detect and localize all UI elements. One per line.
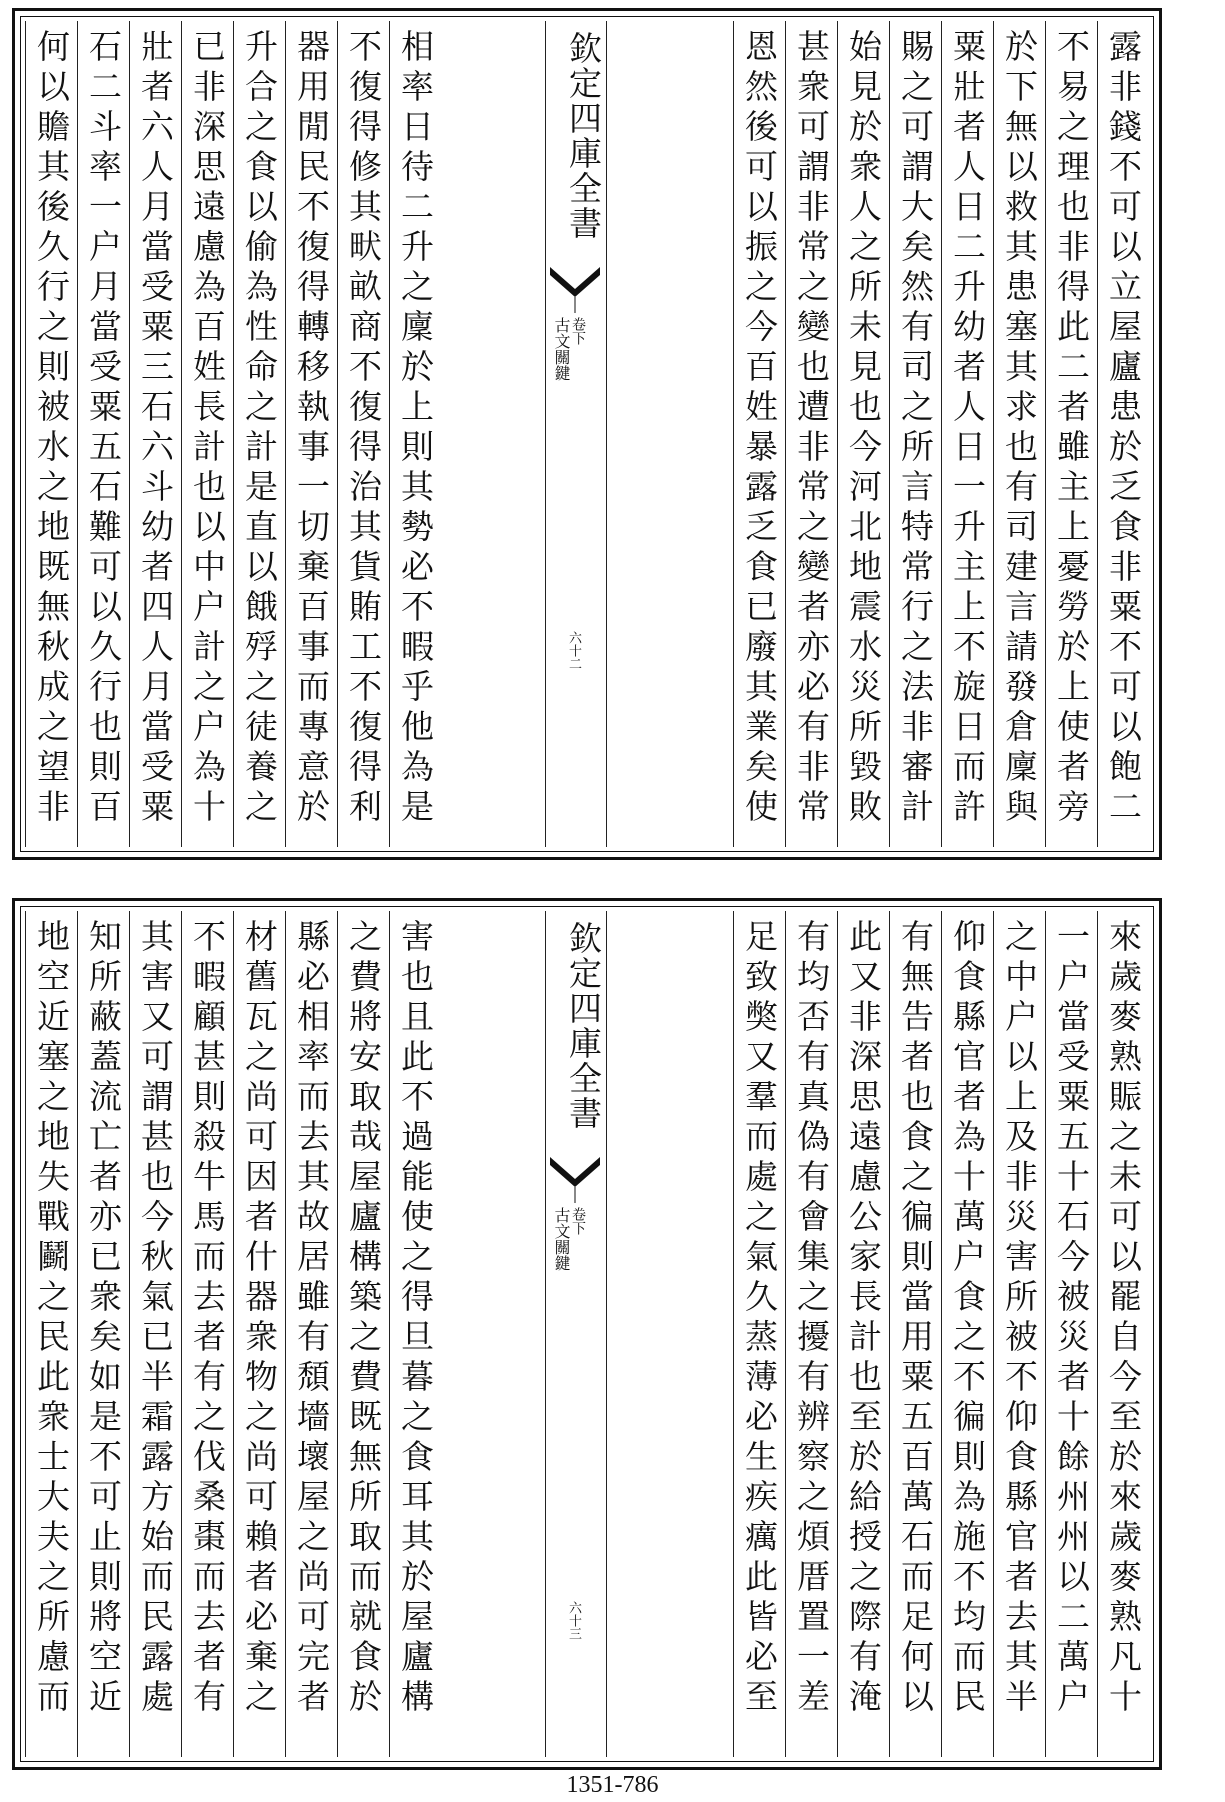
text-column: 地空近塞之地失戰鬬之民此衆士大夫之所慮而	[25, 911, 77, 1757]
lower-right-columns	[733, 911, 1149, 1757]
text-column: 恩然後可以振之今百姓暴露乏食已廢其業矣使	[733, 21, 785, 847]
text-column: 賜之可謂大矣然有司之所言特常行之法非審計	[889, 21, 941, 847]
text-column: 仰食縣官者為十萬户食之不徧則為施不均而民	[941, 911, 993, 1757]
text-column: 一户當受粟五十石今被災者十餘州州以二萬户	[1045, 911, 1097, 1757]
text-column: 石二斗率一户月當受粟五石難可以久行也則百	[77, 21, 129, 847]
text-column: 此又非深思遠慮公家長計也至於給授之際有淹	[837, 911, 889, 1757]
page-reference: 1351-786	[566, 1772, 659, 1798]
text-column: 縣必相率而去其故居雖有頹墻壞屋之尚可完者	[285, 911, 337, 1757]
center-gutter	[545, 21, 607, 847]
text-column: 相率日待二升之廩於上則其勢必不暇乎他為是	[389, 21, 441, 847]
text-column: 不暇顧甚則殺牛馬而去者有之伐桑棗而去者有	[181, 911, 233, 1757]
text-column: 有無告者也食之徧則當用粟五百萬石而足何以	[889, 911, 941, 1757]
gutter-title: 欽定四庫全書	[564, 921, 603, 1131]
center-gutter	[545, 911, 607, 1757]
gutter-page-number: 六十三	[566, 1601, 581, 1640]
text-column: 有均否有真偽有會集之擾有辨察之煩厝置一差	[785, 911, 837, 1757]
gutter-book-name: 古文關鍵	[552, 317, 571, 381]
upper-right-columns	[733, 21, 1149, 847]
text-column: 始見於衆人之所未見也今河北地震水災所毀敗	[837, 21, 889, 847]
upper-page	[12, 8, 1162, 860]
text-column: 於下無以救其患塞其求也有司建言請發倉廩與	[993, 21, 1045, 847]
text-column: 何以贍其後久行之則被水之地既無秋成之望非	[25, 21, 77, 847]
upper-left-columns	[25, 21, 441, 847]
fish-tail-mark-icon	[550, 1157, 600, 1203]
text-column: 不復得修其畎畝商不復得治其貨賄工不復得利	[337, 21, 389, 847]
text-column: 足致獘又羣而處之氣久蒸薄必生疾癘此皆必至	[733, 911, 785, 1757]
gutter-book-name: 古文關鍵	[552, 1207, 571, 1271]
text-column: 之費將安取哉屋廬構築之費既無所取而就食於	[337, 911, 389, 1757]
text-column: 壯者六人月當受粟三石六斗幼者四人月當受粟	[129, 21, 181, 847]
text-column: 不易之理也非得此二者雖主上憂勞於上使者旁	[1045, 21, 1097, 847]
text-column: 粟壯者人日二升幼者人日一升主上不旋日而許	[941, 21, 993, 847]
text-column: 材舊瓦之尚可因者什器衆物之尚可賴者必棄之	[233, 911, 285, 1757]
gutter-page-number: 六十二	[566, 631, 581, 670]
text-column: 甚衆可謂非常之變也遭非常之變者亦必有非常	[785, 21, 837, 847]
text-column: 其害又可謂甚也今秋氣已半霜露方始而民露處	[129, 911, 181, 1757]
text-column: 已非深思遠慮為百姓長計也以中户計之户為十	[181, 21, 233, 847]
text-column: 升合之食以偷為性命之計是直以餓殍之徒養之	[233, 21, 285, 847]
text-column: 露非錢不可以立屋廬患於乏食非粟不可以飽二	[1097, 21, 1149, 847]
lower-page	[12, 898, 1162, 1770]
text-column: 來歲麥熟賑之未可以罷自今至於來歲麥熟凡十	[1097, 911, 1149, 1757]
text-column: 器用閒民不復得轉移執事一切棄百事而專意於	[285, 21, 337, 847]
gutter-volume: 卷下	[570, 1207, 586, 1235]
text-column: 之中户以上及非災害所被不仰食縣官者去其半	[993, 911, 1045, 1757]
text-column: 害也且此不過能使之得旦暮之食耳其於屋廬構	[389, 911, 441, 1757]
gutter-volume: 卷下	[570, 317, 586, 345]
gutter-title: 欽定四庫全書	[564, 31, 603, 241]
text-column: 知所蔽蓋流亡者亦已衆矣如是不可止則將空近	[77, 911, 129, 1757]
lower-left-columns	[25, 911, 441, 1757]
fish-tail-mark-icon	[550, 267, 600, 313]
